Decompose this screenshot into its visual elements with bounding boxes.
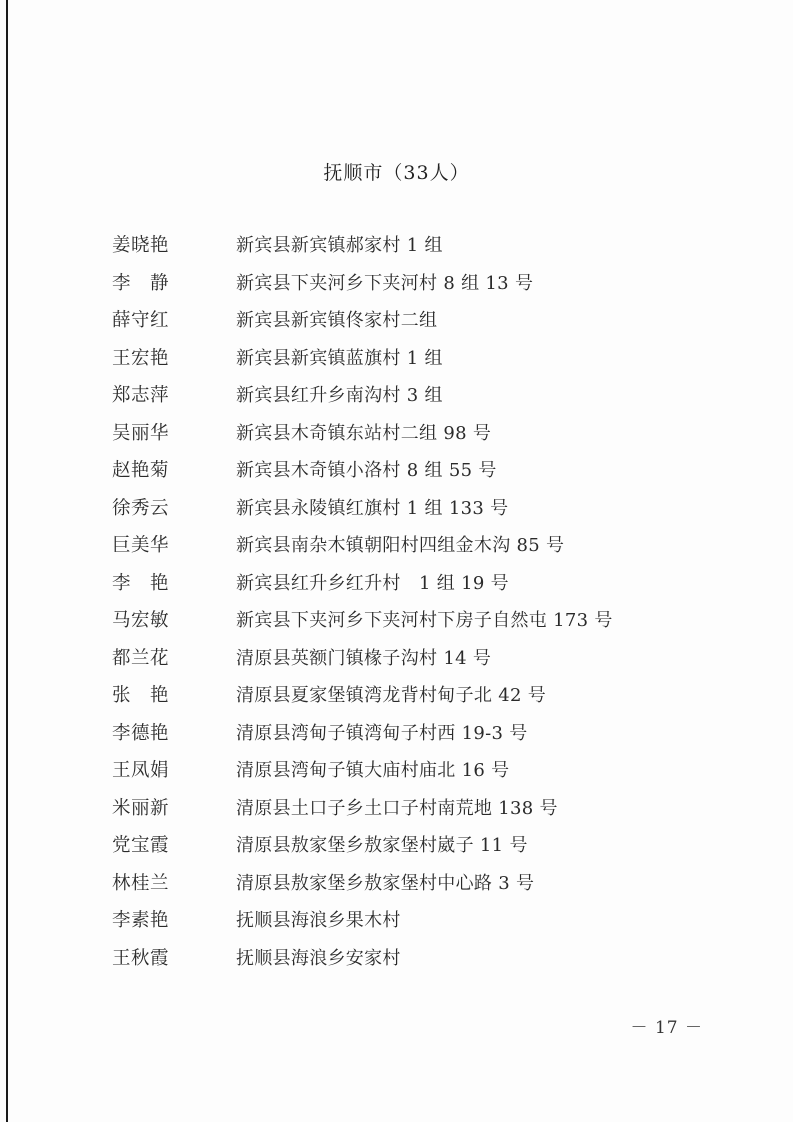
- person-name: 林桂兰: [112, 872, 170, 894]
- list-item: [0, 265, 793, 303]
- person-address: 新宾县木奇镇东站村二组 98 号: [236, 422, 492, 444]
- person-address: 清原县英额门镇椽子沟村 14 号: [236, 647, 492, 669]
- list-item: [0, 640, 793, 678]
- list-item: [0, 677, 793, 715]
- list-item: [0, 490, 793, 528]
- list-item: [0, 715, 793, 753]
- person-name: 薛守红: [112, 310, 170, 331]
- person-address: 抚顺县海浪乡安家村: [236, 947, 401, 969]
- list-item: [0, 527, 793, 565]
- person-address: 新宾县新宾镇佟家村二组: [236, 310, 438, 331]
- person-name: 张 艳: [112, 685, 170, 706]
- person-address: 新宾县下夹河乡下夹河村下房子自然屯 173 号: [236, 610, 613, 631]
- person-name: 郑志萍: [112, 385, 170, 406]
- person-name: 米丽新: [112, 797, 170, 819]
- person-address: 清原县敖家堡乡敖家堡村中心路 3 号: [236, 872, 535, 894]
- person-name: 李 静: [112, 272, 170, 294]
- list-item: [0, 452, 793, 490]
- list-item: [0, 565, 793, 603]
- person-name: 赵艳菊: [112, 460, 170, 481]
- list-item: [0, 227, 793, 265]
- list-item: [0, 790, 793, 828]
- page-number: － 17 －: [630, 1018, 703, 1038]
- person-address: 清原县湾甸子镇湾甸子村西 19-3 号: [236, 722, 528, 744]
- person-name: 王宏艳: [112, 347, 170, 369]
- person-name: 巨美华: [112, 535, 170, 556]
- list-item: [0, 415, 793, 453]
- section-title: 抚顺市（33人）: [323, 162, 470, 184]
- list-item: [0, 865, 793, 903]
- list-item: [0, 602, 793, 640]
- person-address: 新宾县新宾镇蓝旗村 1 组: [236, 347, 443, 369]
- person-name: 李 艳: [112, 572, 170, 594]
- person-address: 新宾县新宾镇郝家村 1 组: [236, 235, 443, 256]
- person-address: 清原县湾甸子镇大庙村庙北 16 号: [236, 760, 510, 781]
- list-item: [0, 827, 793, 865]
- list-item: [0, 940, 793, 978]
- person-address: 新宾县南杂木镇朝阳村四组金木沟 85 号: [236, 535, 565, 556]
- person-address: 新宾县红升乡南沟村 3 组: [236, 385, 443, 406]
- person-address: 清原县土口子乡土口子村南荒地 138 号: [236, 797, 558, 819]
- person-name: 李德艳: [112, 722, 170, 744]
- person-address: 新宾县下夹河乡下夹河村 8 组 13 号: [236, 272, 534, 294]
- person-address: 新宾县永陵镇红旗村 1 组 133 号: [236, 497, 509, 519]
- recipient-list: [0, 227, 793, 977]
- person-name: 王凤娟: [112, 760, 170, 781]
- person-name: 党宝霞: [112, 835, 170, 856]
- person-name: 都兰花: [112, 647, 170, 669]
- person-name: 马宏敏: [112, 610, 170, 631]
- person-name: 吴丽华: [112, 422, 170, 444]
- person-name: 李素艳: [112, 910, 170, 931]
- person-address: 清原县敖家堡乡敖家堡村崴子 11 号: [236, 835, 528, 856]
- person-name: 王秋霞: [112, 947, 170, 969]
- list-item: [0, 377, 793, 415]
- list-item: [0, 902, 793, 940]
- person-address: 清原县夏家堡镇湾龙背村甸子北 42 号: [236, 685, 547, 706]
- person-address: 新宾县红升乡红升村 1 组 19 号: [236, 572, 509, 594]
- person-address: 新宾县木奇镇小洛村 8 组 55 号: [236, 460, 497, 481]
- person-address: 抚顺县海浪乡果木村: [236, 910, 401, 931]
- list-item: [0, 302, 793, 340]
- person-name: 徐秀云: [112, 497, 170, 519]
- list-item: [0, 340, 793, 378]
- list-item: [0, 752, 793, 790]
- person-name: 姜晓艳: [112, 235, 170, 256]
